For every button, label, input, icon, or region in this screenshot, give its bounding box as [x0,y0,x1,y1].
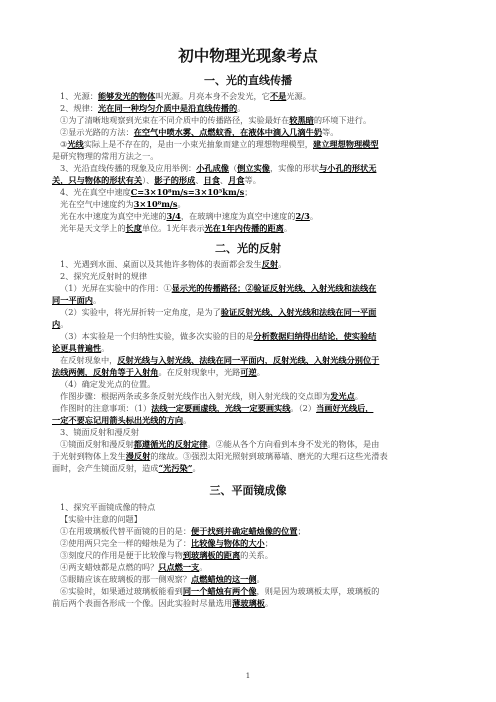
s1-line: 光在水中速度为真空中光速的3/4，在玻璃中速度为真空中速度的2/3。 [60,211,319,221]
s2-line: 2、探究光反射时的规律 [60,271,148,281]
section-3-heading: 三、平面镜成像 [209,484,287,497]
section-1-heading: 一、光的直线传播 [204,74,292,87]
s3-line: 前后两个表面各形成一个像。因此实验时尽量选用薄玻璃板。 [52,598,274,608]
s2-line: 于光射到物体上发生漫反射的缘故。③强烈太阳光照射到玻璃幕墙、磨光的大理石这些光滑表 [52,451,388,461]
s1-line: ②显示光路的方法：在空气中喷水雾、点燃蚊香，在液体中滴入几滴牛奶等。 [60,127,339,137]
s3-line: ⑥实验时，如果通过玻璃板能看到同一个蜡烛有两个像，则是因为玻璃板太厚，玻璃板的 [60,586,380,596]
s3-line: ①在用玻璃板代替平面镜的目的是：便于找到并确定蜡烛像的位置； [60,526,306,536]
s1-line: 光年是天文学上的长度单位。1光年表示光在1年内传播的距离。 [60,223,293,233]
s2-line: 法线两侧，反射角等于入射角。在反射现象中，光路可逆。 [52,367,265,377]
s2-line: （1）光屏在实验中的作用：①显示光的传播路径；②验证反射光线、入射光线和法线在 [60,283,377,293]
s3-line: ③刻度尺的作用是便于比较像与物到玻璃板的距离的关系。 [60,550,273,560]
s3-line: 1、探究平面镜成像的特点 [60,502,156,512]
s1-line: 关，只与物体的形状有关）、影子的形成、日食、月食等。 [52,175,261,185]
s2-line: 论更具普遍性。 [52,343,110,353]
s2-line: 同一平面内。 [52,295,102,305]
s2-line: 1、光遇到水面、桌面以及其他许多物体的表面都会发生反射。 [60,259,287,269]
s3-line: ⑤眼睛应该在玻璃板的那一侧观察？点燃蜡烛的这一侧。 [60,574,265,584]
s1-line: 1、光源：能够发光的物体叫光源。月亮本身不会发光，它不是光源。 [60,91,311,101]
s2-line: 面时，会产生镜面反射，造成“光污染”。 [52,463,201,473]
s1-line: 4、光在真空中速度C=3×10⁸m/s=3×10⁵km/s； [60,187,253,197]
s1-line: ③光线实际上是不存在的，是由一小束光抽象而建立的理想物理模型，建立理想物理模型 [60,139,379,149]
s1-line: 3、光沿直线传播的现象及应用举例：小孔成像（倒立实像，实像的形状与小孔的形状无 [60,163,377,173]
s2-line: （4）确定发光点的位置。 [60,379,156,389]
s3-line: ④两支蜡烛都是点燃的吗？只点燃一支。 [60,562,208,572]
page-number: 1 [245,672,251,680]
s3-line: 【实验中注意的问题】 [60,514,142,524]
s2-line: （3）本实验是一个归纳性实验，做多次实验的目的是分析数据归纳得出结论，使实验结 [60,331,377,341]
s2-line: ①镜面反射和漫反射都遵循光的反射定律。②能从各个方向看到本身不发光的物体，是由 [60,439,380,449]
s3-line: ②使用两只完全一样的蜡烛是为了：比较像与物体的大小； [60,538,273,548]
s2-line: （2）实验中，将光屏折转一定角度，是为了验证反射光线、入射光线和法线在同一平面 [60,307,377,317]
s2-line: 内。 [52,319,69,329]
s2-line: 作图步骤：根据两条或多条反射光线作出入射光线，则入射光线的交点即为发光点。 [60,391,363,401]
s2-line: 3、镜面反射和漫反射 [60,427,139,437]
document-title: 初中物理光现象考点 [178,47,318,65]
s2-line: 一定不要忘记用箭头标出光线的方向。 [52,415,192,425]
s1-line: ①为了清晰地观察到光束在不同介质中的传播路径，实验最好在较黑暗的环境下进行。 [60,115,372,125]
s2-line: 作图时的注意事项：（1）法线一定要画虚线，光线一定要画实线。（2）当画好光线后， [60,403,374,413]
s1-line: 2、规律：光在同一种均匀介质中是沿直线传播的。 [60,103,246,113]
s2-line: 在反射现象中，反射光线与入射光线、法线在同一平面内，反射光线、入射光线分别位于 [60,355,380,365]
s1-line: 是研究物理的常用方法之一。 [52,151,159,161]
s1-line: 光在空气中速度约为3×10⁸m/s。 [60,199,186,209]
section-2-heading: 二、光的反射 [215,242,281,255]
